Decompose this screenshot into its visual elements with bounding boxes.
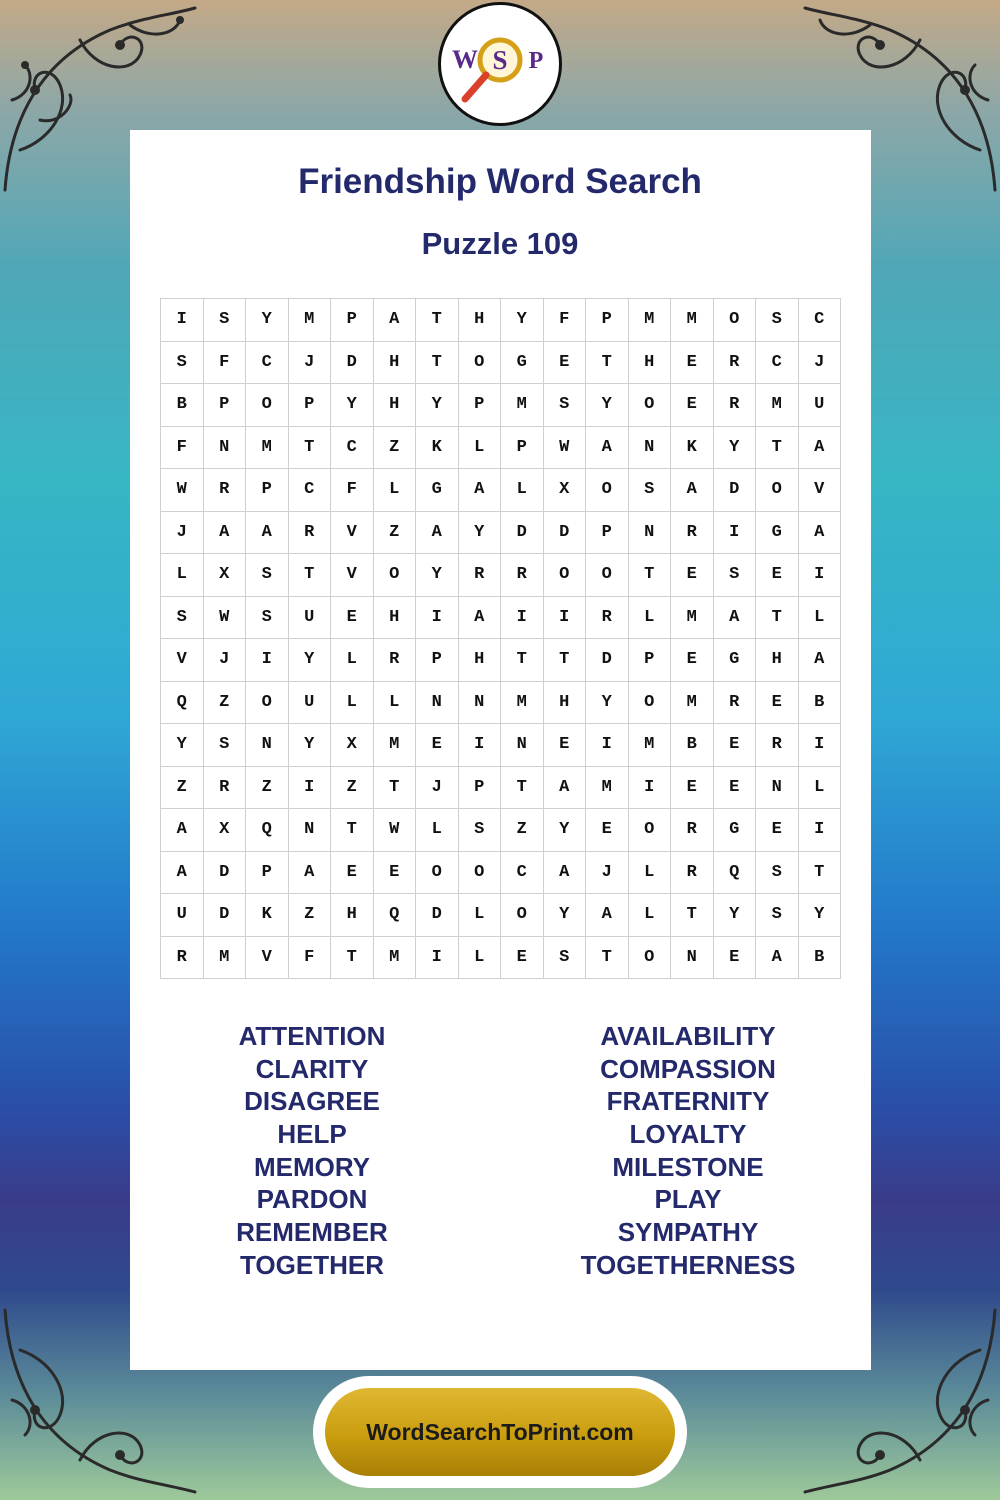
grid-cell[interactable]: O [714,299,757,342]
grid-cell[interactable]: A [586,427,629,470]
grid-cell[interactable]: O [459,852,502,895]
grid-cell[interactable]: M [374,724,417,767]
grid-cell[interactable]: R [671,852,714,895]
word-list-item: SYMPATHY [617,1217,759,1248]
grid-cell[interactable]: X [204,554,247,597]
grid-cell[interactable]: H [374,597,417,640]
grid-cell[interactable]: A [246,512,289,555]
grid-cell[interactable]: P [246,852,289,895]
grid-cell[interactable]: V [799,469,842,512]
grid-cell[interactable]: S [204,299,247,342]
grid-cell[interactable]: M [289,299,332,342]
grid-cell[interactable]: W [204,597,247,640]
grid-cell[interactable]: C [756,342,799,385]
grid-cell[interactable]: M [629,724,672,767]
word-list-item: TOGETHER [240,1249,384,1280]
word-list-item: PLAY [654,1184,722,1215]
grid-cell[interactable]: N [629,427,672,470]
grid-cell[interactable]: J [289,342,332,385]
grid-cell[interactable]: A [161,809,204,852]
grid-cell[interactable]: M [501,682,544,725]
word-list-item: PARDON [256,1184,368,1215]
grid-cell[interactable]: Z [204,682,247,725]
grid-cell[interactable]: O [416,852,459,895]
grid-cell[interactable]: Y [501,299,544,342]
grid-cell[interactable]: Y [416,384,459,427]
grid-cell[interactable]: A [459,469,502,512]
grid-cell[interactable]: D [416,894,459,937]
grid-cell[interactable]: Z [246,767,289,810]
grid-cell[interactable]: G [714,639,757,682]
grid-cell[interactable]: P [586,512,629,555]
grid-cell[interactable]: S [459,809,502,852]
grid-cell[interactable]: K [671,427,714,470]
grid-cell[interactable]: L [416,809,459,852]
word-list-item: TOGETHERNESS [580,1249,796,1280]
grid-cell[interactable]: A [799,427,842,470]
grid-cell[interactable]: T [374,767,417,810]
grid-cell[interactable]: U [289,682,332,725]
grid-cell[interactable]: S [204,724,247,767]
grid-cell[interactable]: Y [331,384,374,427]
grid-cell[interactable]: P [331,299,374,342]
grid-cell[interactable]: T [586,937,629,980]
grid-cell[interactable]: E [671,767,714,810]
grid-cell[interactable]: P [629,639,672,682]
grid-cell[interactable]: M [246,427,289,470]
grid-cell[interactable]: H [331,894,374,937]
grid-cell[interactable]: J [161,512,204,555]
grid-cell[interactable]: L [799,767,842,810]
grid-cell[interactable]: I [416,597,459,640]
grid-cell[interactable]: A [161,852,204,895]
grid-cell[interactable]: A [374,299,417,342]
grid-cell[interactable]: E [714,724,757,767]
grid-cell[interactable]: Z [374,427,417,470]
grid-cell[interactable]: N [501,724,544,767]
grid-cell[interactable]: P [501,427,544,470]
grid-cell[interactable]: A [714,597,757,640]
grid-cell[interactable]: E [714,767,757,810]
grid-cell[interactable]: N [246,724,289,767]
grid-cell[interactable]: B [799,682,842,725]
word-list-item: ATTENTION [238,1021,386,1051]
grid-cell[interactable]: N [289,809,332,852]
grid-cell[interactable]: R [459,554,502,597]
grid-cell[interactable]: I [799,724,842,767]
grid-cell[interactable]: H [459,299,502,342]
word-list-item: HELP [277,1119,347,1150]
grid-cell[interactable]: T [629,554,672,597]
grid-cell[interactable]: M [374,937,417,980]
site-banner[interactable] [313,1376,687,1488]
grid-cell[interactable]: E [714,937,757,980]
grid-cell[interactable]: E [416,724,459,767]
grid-cell[interactable]: A [204,512,247,555]
grid-cell[interactable]: L [161,554,204,597]
grid-cell[interactable]: V [331,554,374,597]
grid-cell[interactable]: E [586,809,629,852]
grid-cell[interactable]: H [756,639,799,682]
grid-cell[interactable]: L [629,597,672,640]
grid-cell[interactable]: M [501,384,544,427]
grid-cell[interactable]: T [756,427,799,470]
grid-cell[interactable]: O [586,554,629,597]
grid-cell[interactable]: O [246,682,289,725]
grid-cell[interactable]: B [161,384,204,427]
word-list-item: COMPASSION [600,1053,776,1084]
grid-cell[interactable]: L [501,469,544,512]
grid-cell[interactable]: I [799,554,842,597]
grid-cell[interactable]: Y [586,384,629,427]
grid-cell[interactable]: C [246,342,289,385]
grid-cell[interactable]: L [629,894,672,937]
grid-cell[interactable]: F [289,937,332,980]
grid-cell[interactable]: Z [374,512,417,555]
grid-cell[interactable]: L [459,427,502,470]
grid-cell[interactable]: I [289,767,332,810]
grid-cell[interactable]: T [671,894,714,937]
grid-cell[interactable]: E [501,937,544,980]
grid-cell[interactable]: H [459,639,502,682]
puzzle-number: Puzzle 109 [421,226,579,261]
grid-cell[interactable]: A [289,852,332,895]
grid-cell[interactable]: D [501,512,544,555]
grid-cell[interactable]: T [501,639,544,682]
grid-cell[interactable]: E [756,682,799,725]
grid-cell[interactable]: O [586,469,629,512]
grid-cell[interactable]: L [331,639,374,682]
grid-cell[interactable]: H [374,384,417,427]
grid-cell[interactable]: K [416,427,459,470]
grid-cell[interactable]: B [671,724,714,767]
word-list-item: REMEMBER [236,1217,388,1248]
grid-cell[interactable]: F [331,469,374,512]
logo-letter-w: W [452,45,478,74]
grid-cell[interactable]: D [586,639,629,682]
grid-cell[interactable]: Z [331,767,374,810]
grid-cell[interactable]: S [629,469,672,512]
grid-cell[interactable]: L [459,894,502,937]
grid-cell[interactable]: U [161,894,204,937]
grid-cell[interactable]: H [629,342,672,385]
grid-cell[interactable]: N [204,427,247,470]
grid-cell[interactable]: A [799,512,842,555]
grid-cell[interactable]: I [799,809,842,852]
grid-cell[interactable]: E [756,809,799,852]
grid-cell[interactable]: T [586,342,629,385]
grid-cell[interactable]: R [756,724,799,767]
grid-cell[interactable]: T [289,554,332,597]
grid-cell[interactable]: A [544,852,587,895]
grid-cell[interactable]: T [331,937,374,980]
grid-cell[interactable]: I [544,597,587,640]
grid-cell[interactable]: B [799,937,842,980]
grid-cell[interactable]: L [799,597,842,640]
grid-cell[interactable]: G [714,809,757,852]
grid-cell[interactable]: T [416,342,459,385]
grid-cell[interactable]: G [501,342,544,385]
grid-cell[interactable]: I [501,597,544,640]
grid-cell[interactable]: O [629,682,672,725]
grid-cell[interactable]: I [714,512,757,555]
grid-cell[interactable]: A [544,767,587,810]
grid-cell[interactable]: D [544,512,587,555]
word-list-item: MEMORY [253,1151,371,1182]
grid-cell[interactable]: N [459,682,502,725]
grid-cell[interactable]: E [544,724,587,767]
grid-cell[interactable]: P [204,384,247,427]
grid-cell[interactable]: S [161,597,204,640]
grid-cell[interactable]: M [671,597,714,640]
grid-cell[interactable]: G [756,512,799,555]
grid-cell[interactable]: M [756,384,799,427]
grid-cell[interactable]: O [374,554,417,597]
grid-cell[interactable]: O [544,554,587,597]
grid-cell[interactable]: O [459,342,502,385]
grid-cell[interactable]: X [544,469,587,512]
grid-cell[interactable]: M [629,299,672,342]
grid-cell[interactable]: F [204,342,247,385]
grid-cell[interactable]: I [459,724,502,767]
grid-cell[interactable]: E [671,384,714,427]
grid-cell[interactable]: A [459,597,502,640]
grid-cell[interactable]: R [714,682,757,725]
grid-cell[interactable]: S [544,384,587,427]
grid-cell[interactable]: T [331,809,374,852]
grid-cell[interactable]: A [799,639,842,682]
grid-cell[interactable]: Y [586,682,629,725]
grid-cell[interactable]: R [204,469,247,512]
grid-cell[interactable]: G [416,469,459,512]
grid-cell[interactable]: J [799,342,842,385]
grid-cell[interactable]: V [246,937,289,980]
grid-cell[interactable]: Y [714,427,757,470]
word-list-item: FRATERNITY [606,1086,770,1117]
grid-cell[interactable]: I [586,724,629,767]
grid-cell[interactable]: F [161,427,204,470]
grid-cell[interactable]: S [756,299,799,342]
grid-cell[interactable]: T [544,639,587,682]
grid-cell[interactable]: Z [161,767,204,810]
grid-cell[interactable]: V [331,512,374,555]
grid-cell[interactable]: I [161,299,204,342]
grid-cell[interactable]: S [161,342,204,385]
grid-cell[interactable]: D [204,852,247,895]
grid-cell[interactable]: T [501,767,544,810]
logo-letter-s: S [492,45,508,75]
grid-cell[interactable]: E [374,852,417,895]
grid-cell[interactable]: L [331,682,374,725]
grid-cell[interactable]: Y [289,724,332,767]
grid-cell[interactable]: D [204,894,247,937]
logo-letter-p: P [528,48,544,74]
grid-cell[interactable]: O [246,384,289,427]
grid-cell[interactable]: V [161,639,204,682]
grid-cell[interactable]: Y [459,512,502,555]
grid-cell[interactable]: R [671,512,714,555]
grid-cell[interactable]: O [629,937,672,980]
grid-cell[interactable]: O [629,384,672,427]
grid-cell[interactable]: P [459,384,502,427]
grid-cell[interactable]: E [331,852,374,895]
grid-cell[interactable]: R [374,639,417,682]
grid-cell[interactable]: E [671,554,714,597]
grid-cell[interactable]: R [714,384,757,427]
grid-cell[interactable]: A [586,894,629,937]
grid-cell[interactable]: D [331,342,374,385]
grid-cell[interactable]: M [671,682,714,725]
grid-cell[interactable]: S [756,852,799,895]
grid-cell[interactable]: Y [161,724,204,767]
grid-cell[interactable]: D [714,469,757,512]
grid-cell[interactable]: L [374,682,417,725]
grid-cell[interactable]: Q [714,852,757,895]
grid-cell[interactable]: H [544,682,587,725]
grid-cell[interactable]: P [246,469,289,512]
grid-cell[interactable]: T [799,852,842,895]
grid-cell[interactable]: R [586,597,629,640]
grid-cell[interactable]: M [586,767,629,810]
grid-cell[interactable]: R [204,767,247,810]
grid-cell[interactable]: P [289,384,332,427]
grid-cell[interactable]: K [246,894,289,937]
word-list-item: MILESTONE [612,1151,764,1182]
grid-cell[interactable]: I [629,767,672,810]
grid-cell[interactable]: M [204,937,247,980]
grid-cell[interactable]: Y [416,554,459,597]
grid-cell[interactable]: E [331,597,374,640]
grid-cell[interactable]: S [756,894,799,937]
grid-cell[interactable]: Y [289,639,332,682]
grid-cell[interactable]: J [416,767,459,810]
grid-cell[interactable]: F [544,299,587,342]
word-list-item: CLARITY [255,1053,369,1084]
grid-cell[interactable]: J [586,852,629,895]
grid-cell[interactable]: O [756,469,799,512]
word-list-left [147,1020,477,1282]
grid-cell[interactable]: Q [246,809,289,852]
grid-cell[interactable]: Y [714,894,757,937]
grid-cell[interactable]: U [289,597,332,640]
word-list-item: DISAGREE [244,1086,380,1117]
grid-cell[interactable]: A [416,512,459,555]
grid-cell[interactable]: S [714,554,757,597]
grid-cell[interactable]: E [756,554,799,597]
grid-cell[interactable]: X [204,809,247,852]
site-logo[interactable] [438,2,562,126]
grid-cell[interactable]: C [799,299,842,342]
grid-cell[interactable]: N [671,937,714,980]
grid-cell[interactable]: C [501,852,544,895]
grid-cell[interactable]: R [501,554,544,597]
grid-cell[interactable]: T [289,427,332,470]
grid-cell[interactable]: O [629,809,672,852]
grid-cell[interactable]: W [161,469,204,512]
grid-cell[interactable]: Y [799,894,842,937]
grid-cell[interactable]: W [374,809,417,852]
word-list-item: LOYALTY [629,1119,747,1150]
grid-cell[interactable]: L [374,469,417,512]
word-list-right [523,1020,853,1282]
grid-cell[interactable]: H [374,342,417,385]
grid-cell[interactable]: U [799,384,842,427]
grid-cell[interactable]: X [331,724,374,767]
grid-cell[interactable]: Z [289,894,332,937]
grid-cell[interactable]: Y [544,809,587,852]
grid-cell[interactable]: S [544,937,587,980]
grid-cell[interactable]: S [246,554,289,597]
grid-cell[interactable]: C [331,427,374,470]
grid-cell[interactable]: A [756,937,799,980]
letter-grid[interactable] [160,298,841,979]
grid-cell[interactable]: R [289,512,332,555]
grid-cell[interactable]: S [246,597,289,640]
site-url-link[interactable]: WordSearchToPrint.com [325,1388,675,1476]
grid-cell[interactable]: Y [246,299,289,342]
grid-cell[interactable]: A [671,469,714,512]
word-list-item: AVAILABILITY [600,1021,776,1051]
grid-cell[interactable]: Y [544,894,587,937]
grid-cell[interactable]: R [671,809,714,852]
grid-cell[interactable]: I [416,937,459,980]
grid-cell[interactable]: E [544,342,587,385]
grid-cell[interactable]: N [756,767,799,810]
grid-cell[interactable]: Q [161,682,204,725]
grid-cell[interactable]: T [756,597,799,640]
grid-cell[interactable]: L [459,937,502,980]
grid-cell[interactable]: I [246,639,289,682]
grid-cell[interactable]: P [586,299,629,342]
grid-cell[interactable]: Z [501,809,544,852]
grid-cell[interactable]: N [629,512,672,555]
grid-cell[interactable]: E [671,639,714,682]
page-title: Friendship Word Search [298,162,702,201]
grid-cell[interactable]: P [459,767,502,810]
grid-cell[interactable]: R [714,342,757,385]
grid-cell[interactable]: M [671,299,714,342]
grid-cell[interactable]: C [289,469,332,512]
grid-cell[interactable]: T [416,299,459,342]
grid-cell[interactable]: N [416,682,459,725]
grid-cell[interactable]: E [671,342,714,385]
grid-cell[interactable]: O [501,894,544,937]
grid-cell[interactable]: J [204,639,247,682]
grid-cell[interactable]: Q [374,894,417,937]
grid-cell[interactable]: W [544,427,587,470]
grid-cell[interactable]: P [416,639,459,682]
grid-cell[interactable]: L [629,852,672,895]
grid-cell[interactable]: R [161,937,204,980]
